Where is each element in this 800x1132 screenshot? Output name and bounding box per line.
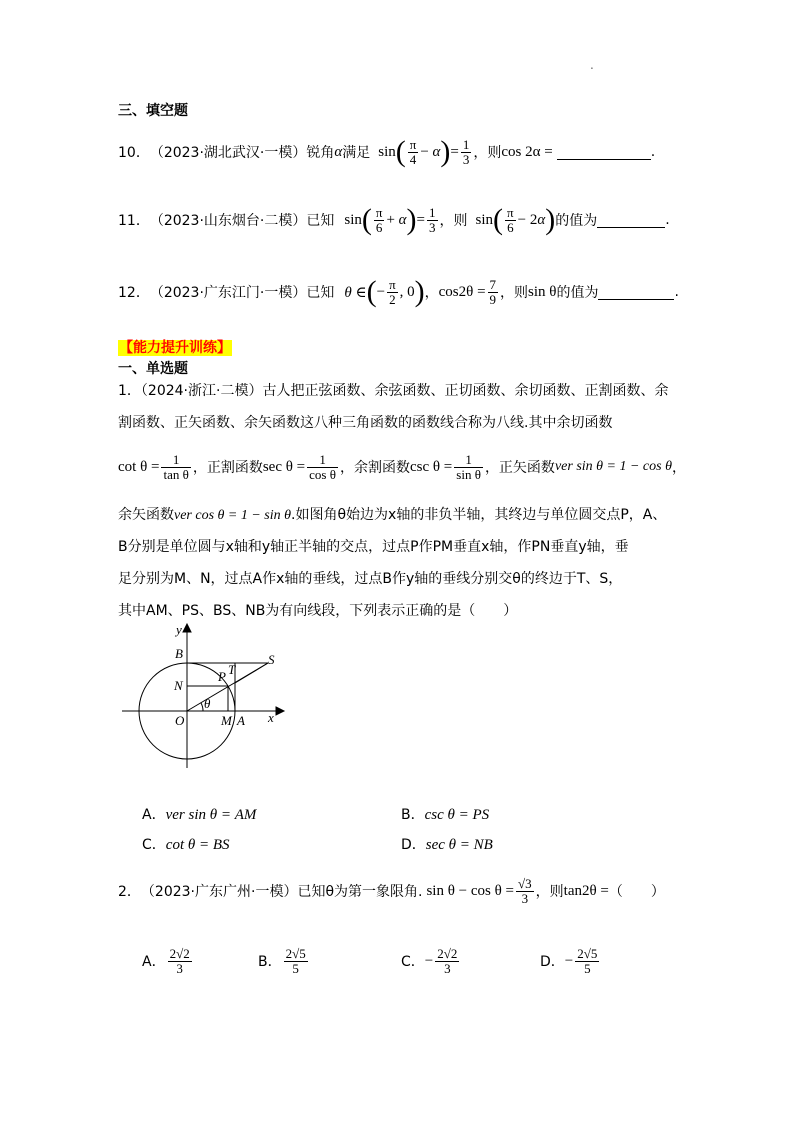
label-N: N xyxy=(174,678,183,693)
question-number: 12． xyxy=(118,285,150,301)
question-end: . xyxy=(665,212,670,228)
fraction-pi-6: $\frac{\pi}{6}$ xyxy=(507,204,514,235)
question-number: 11． xyxy=(118,213,150,229)
option-c[interactable]: C． − $\frac{2√2}{3}$ xyxy=(401,945,458,976)
question-text: ，余割函数 xyxy=(339,460,410,476)
fraction-pi-4: $\frac{\pi}{4}$ xyxy=(409,136,417,167)
question-source: （2023·广东江门·一模） xyxy=(149,285,307,301)
condition-cos2theta: cos2θ = xyxy=(438,283,486,300)
option-c[interactable]: C．cot θ = BS xyxy=(142,837,230,853)
fraction-1-sin: $\frac{1}{\text{sin θ}}$ xyxy=(456,451,481,482)
question-12 xyxy=(118,270,679,314)
corner-mark: . xyxy=(590,58,594,72)
paren-right: ) xyxy=(440,135,451,168)
equation-plus-alpha: + α xyxy=(386,211,407,228)
question-text: 古人把正弦函数、余弦函数、正切函数、余切函数、正割函数、余 xyxy=(262,383,669,399)
x-axis-arrow xyxy=(276,707,284,715)
cot-definition: cot θ = xyxy=(118,458,160,475)
equation-sin: sin xyxy=(344,211,362,228)
equation-eq: = xyxy=(416,211,426,228)
var-alpha: α xyxy=(334,143,343,160)
question-11 xyxy=(118,198,670,242)
question-text: ， xyxy=(671,460,686,476)
ask-tan2theta: tan2θ = xyxy=(563,882,609,899)
question-text: ，正割函数 xyxy=(192,460,263,476)
sec-definition: sec θ = xyxy=(262,458,306,475)
question-source: （2023·湖北武汉·一模） xyxy=(149,145,307,161)
label-T: T xyxy=(228,662,236,677)
problem-1-line-6: 足分别为M、N，过点A作x轴的垂线，过点B作y轴的垂线分别交θ的终边于T、S， xyxy=(118,571,623,587)
problem-1-definitions xyxy=(118,444,686,490)
vercos-definition: ver cos θ = 1 − sin θ xyxy=(174,508,292,523)
option-b[interactable]: B． $\frac{2√5}{5}$ xyxy=(258,945,306,976)
question-text: ，正矢函数 xyxy=(484,460,555,476)
theta-arc xyxy=(201,703,203,711)
fraction-1-tan: $\frac{1}{\text{tan θ}}$ xyxy=(163,451,189,482)
fraction-option-c: $\frac{2√2}{3}$ xyxy=(437,945,458,976)
answer-blank[interactable] xyxy=(598,285,674,300)
paren-left: ( xyxy=(493,203,504,236)
answer-blank[interactable] xyxy=(597,213,665,228)
question-text: 锐角 xyxy=(306,145,335,161)
question-text: ，则 xyxy=(535,884,564,900)
csc-definition: csc θ = xyxy=(409,458,453,475)
question-text: 的值为 xyxy=(556,285,599,301)
condition-expression: sin θ − cos θ = xyxy=(426,882,515,899)
label-P: P xyxy=(218,669,226,684)
option-b[interactable]: B．csc θ = PS xyxy=(401,807,490,823)
paren-left: ( xyxy=(395,135,406,168)
question-text: 已知 xyxy=(306,285,335,301)
section-banner: 【能力提升训练】 xyxy=(119,340,231,356)
problem-1-line-7: 其中AM、PS、BS、NB为有向线段，下列表示正确的是（ ） xyxy=(118,603,518,619)
answer-blank[interactable] xyxy=(557,145,651,160)
fraction-1-3: $\frac{1}{3}$ xyxy=(462,136,470,167)
question-text: 的值为 xyxy=(555,213,598,229)
versin-definition: ver sin θ = 1 − cos θ xyxy=(554,459,672,474)
question-number: 1． xyxy=(118,383,141,399)
fraction-1-cos: $\frac{1}{\text{cos θ}}$ xyxy=(309,451,336,482)
paren-left: ( xyxy=(361,203,372,236)
paren-right: ) xyxy=(406,203,417,236)
equation-theta-in: θ ∈ xyxy=(344,284,367,301)
question-text: 满足 xyxy=(342,145,371,161)
label-M: M xyxy=(221,713,232,728)
fraction-sqrt3-3: $\frac{√3}{3}$ xyxy=(518,875,532,906)
option-a[interactable]: A．ver sin θ = AM xyxy=(142,807,257,823)
separator: ， xyxy=(424,285,439,301)
label-x: x xyxy=(268,710,274,725)
equation-sin: sin xyxy=(475,211,494,228)
question-source: （2023·山东烟台·二模） xyxy=(149,213,307,229)
fraction-option-a: $\frac{2√2}{3}$ xyxy=(169,945,190,976)
question-text: 已知θ为第一象限角. xyxy=(297,884,423,900)
label-theta: θ xyxy=(204,696,211,711)
equation-minus-alpha: − α xyxy=(420,143,441,160)
question-source: （2023·广东广州·一模） xyxy=(140,884,298,900)
answer-paren: （ ） xyxy=(608,884,665,900)
ask-sin-theta: sin θ xyxy=(528,283,557,300)
equation-minus: − xyxy=(376,283,386,300)
question-number: 2． xyxy=(118,884,141,900)
equation-minus-2alpha: − 2α xyxy=(517,211,546,228)
question-10 xyxy=(118,130,655,174)
section-title-fill-blank: 三、填空题 xyxy=(118,103,188,119)
problem-1-line-4: 余矢函数ver cos θ = 1 − sin θ.如图角θ始边为x轴的非负半轴，其终边与单位圆交点P，A、 xyxy=(118,507,667,523)
fraction-7-9: $\frac{7}{9}$ xyxy=(489,276,497,307)
label-B: B xyxy=(175,646,183,661)
question-end: . xyxy=(674,284,679,300)
fraction-1-3: $\frac{1}{3}$ xyxy=(429,204,436,235)
paren-right: ) xyxy=(414,275,425,308)
paren-right: ) xyxy=(545,203,556,236)
question-end: . xyxy=(650,144,656,160)
problem-2 xyxy=(118,868,665,914)
problem-1-line-5: B分别是单位圆与x轴和y轴正半轴的交点，过点P作PM垂直x轴，作PN垂直y轴，垂 xyxy=(118,539,629,555)
fraction-option-d: $\frac{2√5}{5}$ xyxy=(577,945,598,976)
question-number: 10． xyxy=(118,145,150,161)
question-text: 已知 xyxy=(306,213,335,229)
label-y: y xyxy=(176,622,182,637)
problem-1-line-2: 割函数、正矢函数、余矢函数这八种三角函数的函数线合称为八线.其中余切函数 xyxy=(118,415,613,431)
fraction-option-b: $\frac{2√5}{5}$ xyxy=(285,945,306,976)
y-axis-arrow xyxy=(183,624,191,632)
equation-sin: sin xyxy=(378,143,396,160)
fraction-pi-2: $\frac{\pi}{2}$ xyxy=(389,276,396,307)
ask-expression: cos 2α = xyxy=(501,143,553,160)
line-TS xyxy=(235,663,268,683)
label-S: S xyxy=(268,652,275,667)
option-d[interactable]: D．sec θ = NB xyxy=(401,837,493,853)
question-source: （2024·浙江·二模） xyxy=(140,383,263,399)
unit-circle-figure xyxy=(118,618,298,774)
question-text: ，则 xyxy=(439,213,468,229)
question-text: ，则 xyxy=(500,285,529,301)
equation-eq: = xyxy=(450,143,459,160)
option-a[interactable]: A． $\frac{2√2}{3}$ xyxy=(142,945,190,976)
question-text: ，则 xyxy=(473,145,502,161)
paren-left: ( xyxy=(366,275,377,308)
option-d[interactable]: D． − $\frac{2√5}{5}$ xyxy=(540,945,598,976)
problem-1-line-1 xyxy=(118,380,668,400)
fraction-pi-6: $\frac{\pi}{6}$ xyxy=(375,204,383,235)
equation-zero: , 0 xyxy=(399,283,415,300)
label-A: A xyxy=(237,713,245,728)
label-O: O xyxy=(175,713,185,728)
section-title-single-choice: 一、单选题 xyxy=(118,361,188,377)
